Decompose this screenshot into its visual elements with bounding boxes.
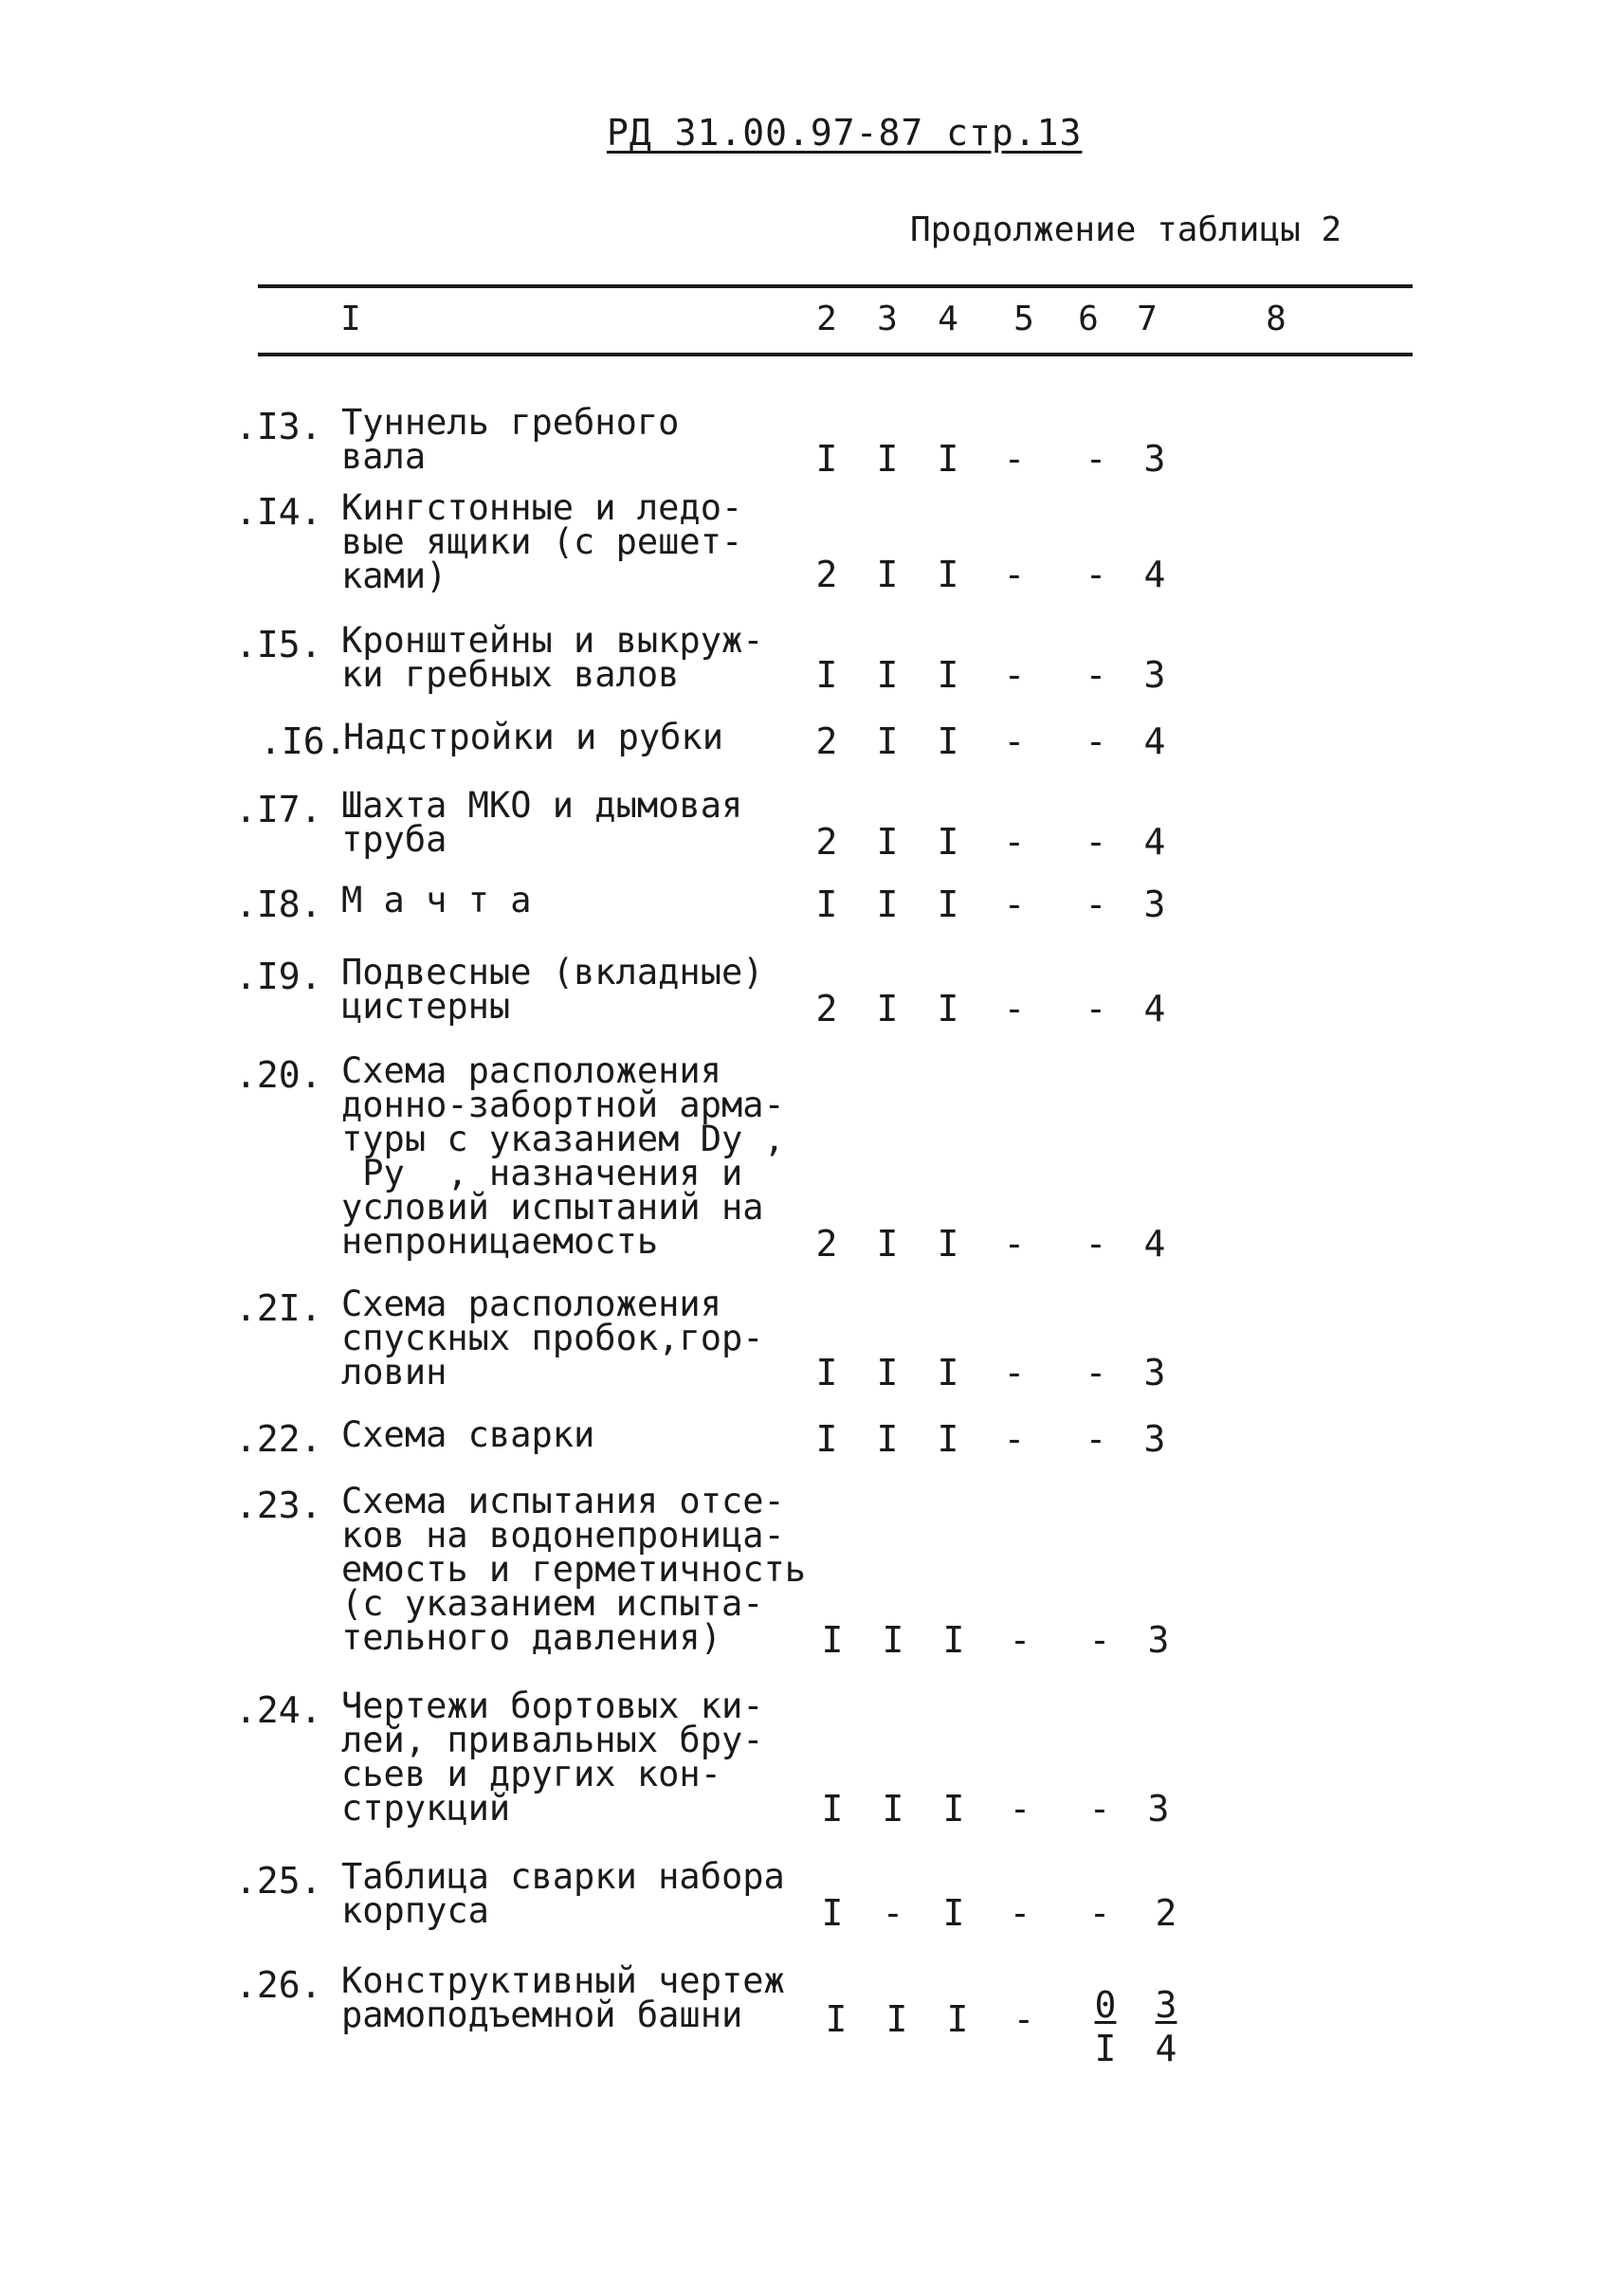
- cell-col-2: I: [821, 1892, 844, 1934]
- cell-col-3: I: [885, 1998, 908, 2040]
- row-number: .I5.: [235, 624, 322, 665]
- cell-col-2: I: [815, 1418, 838, 1460]
- cell-col-5: -: [1003, 1418, 1026, 1460]
- cell-col-6: -: [1088, 1619, 1111, 1661]
- cell-col-7-fraction: [1147, 1983, 1185, 2070]
- cell-col-3: I: [882, 1619, 904, 1661]
- row-description: Схема сварки: [341, 1414, 595, 1455]
- cell-col-4: I: [937, 988, 959, 1029]
- cell-col-3: I: [876, 1352, 899, 1393]
- column-header-5: 5: [1013, 300, 1034, 338]
- row-description: М а ч т а: [341, 880, 532, 920]
- row-number: .I8.: [235, 883, 322, 925]
- cell-col-2: 2: [815, 554, 838, 595]
- column-header-6: 6: [1078, 300, 1099, 338]
- cell-col-4: I: [937, 438, 959, 480]
- cell-col-3: I: [876, 821, 899, 863]
- cell-col-2: I: [815, 1352, 838, 1393]
- row-description: Подвесные (вкладные) цистерны: [341, 952, 764, 1027]
- cell-col-7: 3: [1143, 1352, 1166, 1393]
- cell-col-3: I: [876, 720, 899, 762]
- row-description: Чертежи бортовых ки- лей, привальных бру- сьев и других кон- струкций: [341, 1685, 764, 1829]
- cell-col-3: I: [876, 554, 899, 595]
- cell-col-6: -: [1088, 1892, 1111, 1934]
- page-header: РД 31.00.97-87 стр.13: [607, 112, 1083, 154]
- column-header-3: 3: [877, 300, 898, 338]
- cell-col-5: -: [1003, 554, 1026, 595]
- row-description: Схема расположения спускных пробок,гор- ловин: [341, 1284, 764, 1393]
- row-number: .24.: [235, 1689, 322, 1731]
- cell-col-5: -: [1009, 1619, 1031, 1661]
- cell-col-7: 4: [1143, 1223, 1166, 1265]
- table-header-rule: [258, 353, 1413, 356]
- cell-col-7: 3: [1147, 1788, 1170, 1830]
- cell-col-4: I: [937, 554, 959, 595]
- row-description: Шахта МКО и дымовая труба: [341, 785, 743, 860]
- cell-col-2: 2: [815, 1223, 838, 1265]
- cell-col-3: I: [876, 654, 899, 696]
- row-number: .I6.: [260, 720, 347, 762]
- cell-col-6: -: [1088, 1788, 1111, 1830]
- column-header-4: 4: [938, 300, 958, 338]
- cell-col-2: I: [821, 1619, 844, 1661]
- cell-col-6: -: [1085, 821, 1107, 863]
- cell-col-3: I: [876, 438, 899, 480]
- column-header-1: I: [340, 300, 361, 338]
- row-number: .20.: [235, 1054, 322, 1096]
- cell-col-2: 2: [815, 720, 838, 762]
- row-number: .I7.: [235, 789, 322, 830]
- cell-col-7: 3: [1143, 1418, 1166, 1460]
- row-description: Схема расположения донно-забортной арма- туры с указанием Dу , Pу , назначения и условий испытаний на непроницаемость: [341, 1050, 785, 1262]
- cell-col-2: 2: [815, 988, 838, 1029]
- fraction-numerator: 3: [1155, 1984, 1177, 2026]
- cell-col-3: I: [876, 988, 899, 1029]
- cell-col-5: -: [1003, 654, 1026, 696]
- cell-col-6: -: [1085, 988, 1107, 1029]
- cell-col-2: I: [815, 654, 838, 696]
- cell-col-4: I: [937, 883, 959, 925]
- column-header-8: 8: [1266, 300, 1286, 338]
- cell-col-3: I: [876, 883, 899, 925]
- row-number: .22.: [235, 1418, 322, 1460]
- cell-col-7: 3: [1147, 1619, 1170, 1661]
- row-number: .I4.: [235, 491, 322, 533]
- cell-col-6: -: [1085, 438, 1107, 480]
- fraction-denominator: 4: [1155, 2028, 1177, 2069]
- row-description: Надстройки и рубки: [343, 717, 723, 757]
- cell-col-5: -: [1009, 1892, 1031, 1934]
- cell-col-5: -: [1003, 883, 1026, 925]
- cell-col-4: I: [937, 821, 959, 863]
- cell-col-2: I: [821, 1788, 844, 1830]
- row-number: .23.: [235, 1484, 322, 1526]
- cell-col-6: -: [1085, 1418, 1107, 1460]
- cell-col-6: -: [1085, 1223, 1107, 1265]
- row-number: .I3.: [235, 406, 322, 447]
- cell-col-5: -: [1003, 1352, 1026, 1393]
- fraction-numerator: 0: [1094, 1984, 1117, 2026]
- row-number: .2I.: [235, 1287, 322, 1329]
- cell-col-7: 4: [1143, 821, 1166, 863]
- cell-col-7: 3: [1143, 654, 1166, 696]
- row-description: Туннель гребного вала: [341, 402, 680, 477]
- row-number: .26.: [235, 1964, 322, 2006]
- cell-col-5: -: [1013, 1998, 1035, 2040]
- cell-col-7: 4: [1143, 988, 1166, 1029]
- cell-col-7: 4: [1143, 720, 1166, 762]
- fraction-denominator: I: [1094, 2028, 1117, 2069]
- row-description: Кронштейны и выкруж- ки гребных валов: [341, 620, 764, 695]
- column-header-2: 2: [816, 300, 837, 338]
- cell-col-3: -: [882, 1892, 904, 1934]
- cell-col-6: -: [1085, 1352, 1107, 1393]
- cell-col-7: 3: [1143, 883, 1166, 925]
- cell-col-4: I: [942, 1892, 965, 1934]
- cell-col-7: 3: [1143, 438, 1166, 480]
- cell-col-6: -: [1085, 654, 1107, 696]
- cell-col-5: -: [1003, 438, 1026, 480]
- cell-col-7: 4: [1143, 554, 1166, 595]
- cell-col-4: I: [937, 1418, 959, 1460]
- cell-col-3: I: [876, 1223, 899, 1265]
- table-continuation-label: Продолжение таблицы 2: [910, 210, 1342, 249]
- cell-col-4: I: [946, 1998, 969, 2040]
- cell-col-2: 2: [815, 821, 838, 863]
- cell-col-6-fraction: [1086, 1983, 1124, 2070]
- cell-col-7: 2: [1155, 1892, 1177, 1934]
- table-top-rule: [258, 284, 1413, 288]
- cell-col-5: -: [1003, 821, 1026, 863]
- cell-col-5: -: [1009, 1788, 1031, 1830]
- cell-col-4: I: [942, 1619, 965, 1661]
- cell-col-6: -: [1085, 883, 1107, 925]
- cell-col-6: -: [1085, 720, 1107, 762]
- cell-col-5: -: [1003, 1223, 1026, 1265]
- cell-col-4: I: [937, 654, 959, 696]
- cell-col-3: I: [882, 1788, 904, 1830]
- cell-col-5: -: [1003, 988, 1026, 1029]
- cell-col-2: I: [815, 438, 838, 480]
- row-description: Схема испытания отсе- ков на водонепроница- емость и герметичность (с указанием испыта- тельного давления): [341, 1481, 807, 1658]
- row-number: .25.: [235, 1860, 322, 1902]
- row-description: Конструктивный чертеж рамоподъемной башни: [341, 1960, 785, 2035]
- cell-col-4: I: [937, 720, 959, 762]
- column-header-7: 7: [1137, 300, 1158, 338]
- cell-col-4: I: [937, 1223, 959, 1265]
- cell-col-5: -: [1003, 720, 1026, 762]
- row-description: Кингстонные и ледо- вые ящики (с решет- ками): [341, 487, 743, 596]
- row-number: .I9.: [235, 956, 322, 997]
- cell-col-3: I: [876, 1418, 899, 1460]
- cell-col-6: -: [1085, 554, 1107, 595]
- cell-col-4: I: [942, 1788, 965, 1830]
- cell-col-2: I: [825, 1998, 848, 2040]
- row-description: Таблица сварки набора корпуса: [341, 1856, 785, 1931]
- cell-col-4: I: [937, 1352, 959, 1393]
- cell-col-2: I: [815, 883, 838, 925]
